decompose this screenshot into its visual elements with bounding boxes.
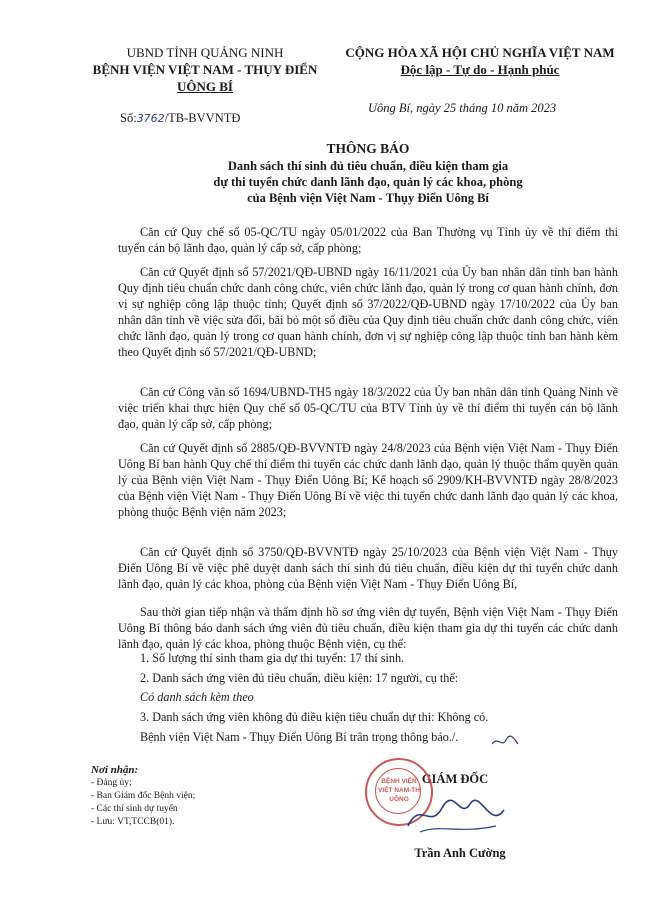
agency-line3: UÔNG BÍ xyxy=(177,79,233,94)
agency-header xyxy=(80,44,330,95)
stamp-text-2: VIỆT NAM-TH xyxy=(378,787,420,794)
signer-title: GIÁM ĐỐC xyxy=(421,772,489,786)
document-title xyxy=(118,141,618,206)
agency-line1: UBND TỈNH QUẢNG NINH xyxy=(126,45,284,60)
item-1: 1. Số lượng thí sinh tham gia dự thi tuyển: 17 thí sinh. xyxy=(140,651,405,665)
title-sub1: Danh sách thí sinh đủ tiêu chuẩn, điều kiện tham gia xyxy=(227,159,509,173)
paragraph-announcement: Sau thời gian tiếp nhận và thẩm định hồ sơ ứng viên dự tuyển, Bệnh viện Việt Nam - Thụy Điển Uông Bí thông báo danh sách ứng viên đủ tiêu chuẩn, điều kiện tham gia dự thi tuyển các chức danh lãnh đạo, quản lý các khoa, phòng thuộc Bệnh viện, cụ thể: xyxy=(118,605,618,652)
title-sub3: của Bệnh viện Việt Nam - Thụy Điển Uông Bí xyxy=(247,191,489,205)
title-main: THÔNG BÁO xyxy=(326,141,410,156)
title-sub2: dự thi tuyển chức danh lãnh đạo, quản lý các khoa, phòng xyxy=(213,175,523,189)
doc-number xyxy=(120,111,240,126)
recipients-heading: Nơi nhận: xyxy=(91,764,139,776)
signature-icon xyxy=(400,790,510,840)
closing-line: Bệnh viện Việt Nam - Thụy Điển Uông Bí trân trọng thông báo./. xyxy=(140,730,459,744)
doc-number-handwritten: 3762 xyxy=(136,112,165,125)
date-line: Uông Bí, ngày 25 tháng 10 năm 2023 xyxy=(368,101,557,115)
paragraph-basis-2: Căn cứ Quyết định số 57/2021/QĐ-UBND ngày 16/11/2021 của Ủy ban nhân dân tỉnh ban hành Quy định tiêu chuẩn chức danh công chức, viên chức lãnh đạo, quản lý trong cơ quan hành chính, đơn vị sự nghiệp công lập thuộc tỉnh; Quyết định số 37/2022/QĐ-UBND ngày 17/10/2022 của Ủy ban nhân dân tỉnh về việc sửa đổi, bãi bỏ một số điều của Quy định tiêu chuẩn chức danh công chức, viên chức lãnh đạo, quản lý trong cơ quan hành chính, đơn vị sự nghiệp công lập thuộc tỉnh ban hành kèm theo Quyết định số 57/2021/QĐ-UBND; xyxy=(118,265,618,360)
agency-line2: BỆNH VIỆN VIỆT NAM - THỤY ĐIỂN xyxy=(92,62,318,77)
recipient-item: - Các thí sinh dự tuyển xyxy=(91,804,178,814)
item-3: 3. Danh sách ứng viên không đủ điều kiện tiêu chuẩn dự thi: Không có. xyxy=(140,710,489,724)
republic-name: CỘNG HÒA XÃ HỘI CHỦ NGHĨA VIỆT NAM xyxy=(345,45,615,60)
signer-name: Trần Anh Cường xyxy=(414,846,506,860)
paragraph-basis-1: Căn cứ Quy chế số 05-QC/TU ngày 05/01/2022 của Ban Thường vụ Tỉnh ủy về thí điểm thi tuyển cán bộ lãnh đạo, quản lý cấp sở, cấp phòng; xyxy=(118,225,618,256)
initial-mark-icon xyxy=(490,732,520,750)
paragraph-basis-4: Căn cứ Quyết định số 2885/QĐ-BVVNTĐ ngày 24/8/2023 của Bệnh viện Việt Nam - Thụy Điển Uông Bí ban hành Quy chế thí điểm thi tuyển các chức danh lãnh đạo, quản lý thuộc thẩm quyền quản lý của Bệnh viện Việt Nam - Thụy Điển Uông Bí; Kế hoạch số 2909/KH-BVVNTĐ ngày 28/8/2023 của Bệnh viện Việt Nam - Thụy Điển Uông Bí về việc thi tuyển chức danh lãnh đạo quản lý các khoa, phòng thuộc Bệnh viện năm 2023; xyxy=(118,441,618,520)
doc-number-suffix: /TB-BVVNTĐ xyxy=(164,111,241,125)
stamp-text-1: BỆNH VIỆN xyxy=(381,778,417,785)
paragraph-basis-5: Căn cứ Quyết định số 3750/QĐ-BVVNTĐ ngày 25/10/2023 của Bệnh viện Việt Nam - Thụy Điển Uông Bí về việc phê duyệt danh sách thí sinh đủ tiêu chuẩn, điều kiện dự thi tuyển chức danh lãnh đạo, quản lý các khoa, phòng của Bệnh viện Việt Nam - Thụy Điển Uông Bí, xyxy=(118,545,618,592)
recipient-item: - Ban Giám đốc Bệnh viện; xyxy=(91,791,196,801)
attached-note: Có danh sách kèm theo xyxy=(140,690,254,704)
recipient-item: - Đảng ủy; xyxy=(91,778,132,788)
paragraph-basis-3: Căn cứ Công văn số 1694/UBND-TH5 ngày 18/3/2022 của Ủy ban nhân dân tỉnh Quảng Ninh về việc triển khai thực hiện Quy chế số 05-QC/TU của BTV Tỉnh ủy về thí điểm thi tuyển cán bộ lãnh đạo, quản lý cấp sở, cấp phòng; xyxy=(118,385,618,432)
national-motto: Độc lập - Tự do - Hạnh phúc xyxy=(400,62,560,77)
national-header xyxy=(330,44,630,78)
doc-number-prefix: Số: xyxy=(120,111,137,125)
recipients xyxy=(91,764,195,829)
item-2: 2. Danh sách ứng viên đủ tiêu chuẩn, điều kiện: 17 người, cụ thể: xyxy=(140,671,459,685)
stamp-text-3: UÔNG xyxy=(389,796,409,803)
recipient-item: - Lưu: VT,TCCB(01). xyxy=(91,817,175,827)
